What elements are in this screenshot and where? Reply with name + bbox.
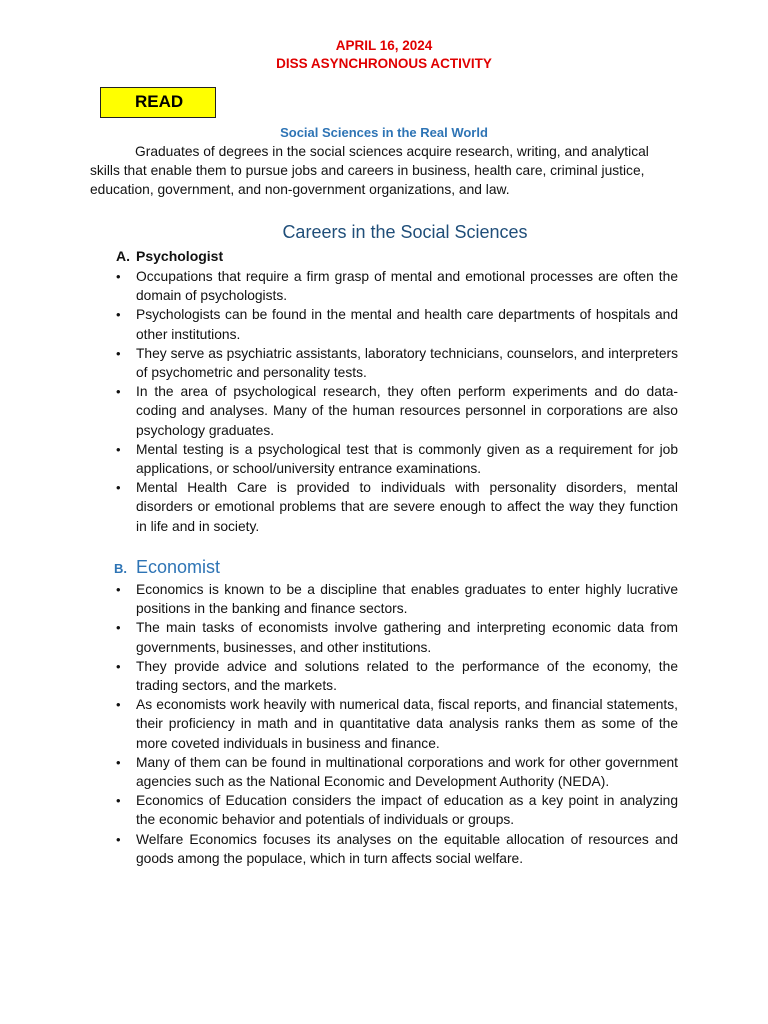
list-item: • The main tasks of economists involve gathering and interpreting economic data from governments, businesses, and other institutions. — [116, 620, 678, 655]
bullet-icon: • — [116, 307, 121, 323]
careers-heading: Careers in the Social Sciences — [282, 222, 528, 242]
section-a-title: Psychologist — [136, 248, 224, 264]
list-item: • They provide advice and solutions related to the performance of the economy, the trading sectors, and the markets. — [116, 658, 678, 694]
intro-paragraph: Graduates of degrees in the social sciences acquire research, writing, and analytical skills that enable them to pursue jobs and careers in business, health care, criminal justice, education, government, and non-government organizations, and law. — [90, 144, 649, 198]
list-item: • Economics of Education considers the impact of education as a key point in analyzing the economic behavior and potentials of individuals or groups. — [116, 793, 678, 828]
list-item: • Psychologists can be found in the mental and health care departments of hospitals and other institutions. — [116, 307, 678, 342]
header-date: APRIL 16, 2024 — [335, 38, 433, 53]
bullet-icon: • — [116, 697, 121, 713]
list-item: • Many of them can be found in multinational corporations and work for other government agencies such as the National Economic and Development Authority (NEDA). — [116, 754, 678, 790]
bullet-icon: • — [116, 620, 121, 636]
bullet-icon: • — [116, 754, 121, 770]
list-item: • In the area of psychological research, they often perform experiments and do data-coding and analyses. Many of the human resources personnel in corporations are also psychology graduates. — [116, 384, 678, 438]
section-subtitle: Social Sciences in the Real World — [280, 125, 488, 140]
bullet-icon: • — [116, 345, 121, 361]
list-item: • Occupations that require a firm grasp of mental and emotional processes are often the domain of psychologists. — [116, 269, 678, 304]
bullet-icon: • — [116, 658, 121, 674]
list-item: • As economists work heavily with numerical data, fiscal reports, and financial statements, their proficiency in math and in quantitative data analysis ranks them as some of the more coveted individuals in business and finance. — [116, 697, 678, 751]
header-activity-title: DISS ASYNCHRONOUS ACTIVITY — [276, 56, 492, 71]
section-b-letter: B. — [114, 561, 127, 576]
list-item: • Mental testing is a psychological test that is commonly given as a requirement for job applications, or school/university entrance examinations. — [116, 441, 678, 477]
psychologist-heading — [116, 247, 223, 266]
bullet-icon: • — [116, 269, 121, 284]
list-item: • Economics is known to be a discipline that enables graduates to enter highly lucrative positions in the banking and finance sectors. — [116, 582, 678, 617]
bullet-icon: • — [116, 441, 121, 457]
economist-bullet-list — [116, 580, 678, 868]
list-item: • Mental Health Care is provided to individuals with personality disorders, mental disorders or emotional problems that are severe enough to affect the way they function in life and in society. — [116, 480, 678, 534]
bullet-icon: • — [116, 793, 121, 809]
economist-heading — [114, 555, 220, 581]
psychologist-bullet-list — [116, 267, 678, 536]
read-label-box: READ — [100, 87, 216, 118]
bullet-icon: • — [116, 480, 121, 496]
list-item: • They serve as psychiatric assistants, laboratory technicians, counselors, and interpreters of psychometric and personality tests. — [116, 345, 678, 381]
document-header — [0, 37, 768, 73]
bullet-icon: • — [116, 582, 121, 597]
bullet-icon: • — [116, 384, 121, 400]
list-item: • Welfare Economics focuses its analyses on the equitable allocation of resources and goods among the populace, which in turn affects social welfare. — [116, 831, 678, 866]
section-a-letter: A. — [116, 248, 130, 264]
bullet-icon: • — [116, 831, 121, 847]
section-b-title: Economist — [136, 557, 221, 577]
